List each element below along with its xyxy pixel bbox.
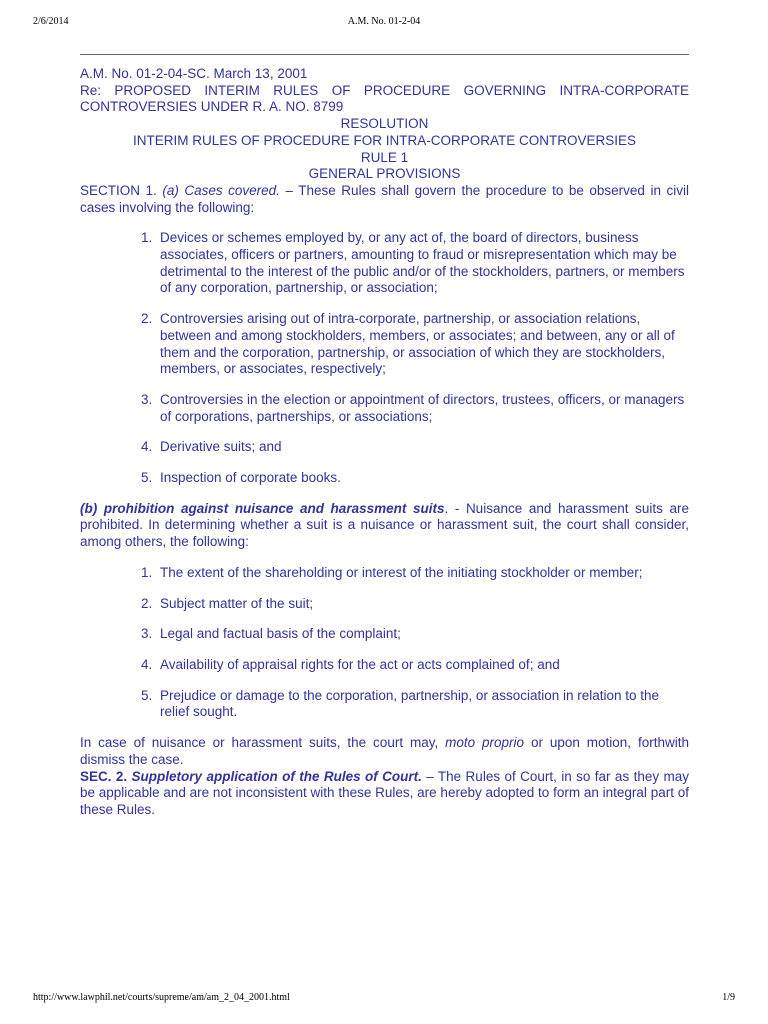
list-item-text: Inspection of corporate books.: [160, 470, 341, 486]
print-date: 2/6/2014: [33, 16, 69, 27]
section-1-caption: (a) Cases covered.: [162, 182, 280, 198]
general-provisions-heading: GENERAL PROVISIONS: [308, 166, 461, 182]
section-2-caption: Suppletory application of the Rules of Court.: [131, 768, 422, 784]
nuisance-text-post: or upon motion, forthwith dismiss the case.: [80, 735, 689, 767]
list-item: 5. Inspection of corporate books.: [141, 470, 341, 486]
section-1b-caption: (b) prohibition against nuisance and harassment suits: [80, 500, 445, 516]
section-1: [80, 183, 689, 216]
list-item: 1. The extent of the shareholding or interest of the initiating stockholder or member;: [141, 564, 643, 580]
print-url: http://www.lawphil.net/courts/supreme/am/am_2_04_2001.html: [33, 992, 290, 1003]
list-item: 3. Controversies in the election or appointment of directors, trustees, officers, or managers of corporations, partnerships, or associations;: [141, 391, 685, 424]
list-item: 3. Legal and factual basis of the complaint;: [141, 626, 401, 642]
list-item: 2. Controversies arising out of intra-corporate, partnership, or association relations, between and among stockholders, members, or associates; and between, any or all of them and the corporation, partnership, or association of which they are stockholders, members, or associates, respectively;: [141, 311, 675, 377]
print-footer: [33, 992, 735, 1006]
section-1b: [80, 501, 689, 551]
cases-covered-list: [80, 230, 689, 486]
nuisance-text-italic: moto proprio: [445, 735, 525, 751]
section-1b-text: . - Nuisance and harassment suits are prohibited. In determining whether a suit is a nuisance or harassment suit, the court shall consider, among others, the following:: [80, 500, 689, 550]
list-item-text: Derivative suits; and: [160, 439, 282, 455]
section-1-text: – These Rules shall govern the procedure to be observed in civil cases involving the following:: [80, 182, 690, 215]
page-number: 1/9: [722, 992, 735, 1003]
re-subject: Re: PROPOSED INTERIM RULES OF PROCEDURE GOVERNING INTRA-CORPORATE CONTROVERSIES UNDER R. A. NO. 8799: [80, 82, 689, 115]
section-2-text: – The Rules of Court, in so far as they may be applicable and are not inconsistent with these Rules, are hereby adopted to form an integral part of these Rules.: [80, 768, 689, 817]
list-item-text: Prejudice or damage to the corporation, partnership, or association in relation to the relief sought.: [160, 687, 660, 720]
document-body: [80, 66, 689, 819]
list-item: 2. Subject matter of the suit;: [141, 595, 314, 611]
section-2: [80, 769, 689, 819]
section-2-number: SEC. 2.: [80, 768, 132, 784]
list-item-text: Devices or schemes employed by, or any act of, the board of directors, business associates, officers or partners, amounting to fraud or misrepresentation which may be detrimental to the interest of the public and/or of the stockholders, partners, or members of any corporation, partnership, or association;: [160, 230, 685, 296]
list-item-text: Availability of appraisal rights for the act or acts complained of; and: [160, 656, 560, 672]
list-item-text: Controversies in the election or appointment of directors, trustees, officers, or managers of corporations, partnerships, or associations;: [160, 391, 685, 424]
list-item-text: The extent of the shareholding or interest of the initiating stockholder or member;: [160, 564, 643, 580]
nuisance-text-pre: In case of nuisance or harassment suits, the court may,: [80, 735, 446, 751]
list-item-text: Legal and factual basis of the complaint;: [160, 626, 401, 642]
rule-heading: RULE 1: [360, 149, 409, 165]
list-item: 1. Devices or schemes employed by, or any act of, the board of directors, business associates, officers or partners, amounting to fraud or misrepresentation which may be detrimental to the interest of the public and/or of the stockholders, partners, or members of any corporation, partnership, or association;: [141, 230, 685, 296]
am-number: A.M. No. 01-2-04-SC. March 13, 2001: [80, 66, 308, 81]
list-item-text: Subject matter of the suit;: [160, 595, 314, 611]
resolution-heading: RESOLUTION: [340, 116, 429, 132]
section-1-lead: SECTION 1.: [80, 182, 163, 198]
nuisance-factors-list: [80, 565, 689, 721]
list-item: 4. Derivative suits; and: [141, 439, 282, 455]
list-item: 4. Availability of appraisal rights for the act or acts complained of; and: [141, 656, 560, 672]
list-item-text: Controversies arising out of intra-corporate, partnership, or association relations, between and among stockholders, members, or associates; and between, any or all of them and the corporation, partnership, or association of which they are stockholders, members, or associates, respectively;: [160, 311, 675, 377]
print-title: A.M. No. 01-2-04: [347, 16, 421, 27]
header-divider: [80, 54, 689, 55]
nuisance-dismissal: [80, 735, 689, 768]
print-header: [33, 16, 735, 30]
interim-rules-title: INTERIM RULES OF PROCEDURE FOR INTRA-CORPORATE CONTROVERSIES: [132, 132, 637, 148]
list-item: 5. Prejudice or damage to the corporation, partnership, or association in relation to the relief sought.: [141, 687, 660, 720]
